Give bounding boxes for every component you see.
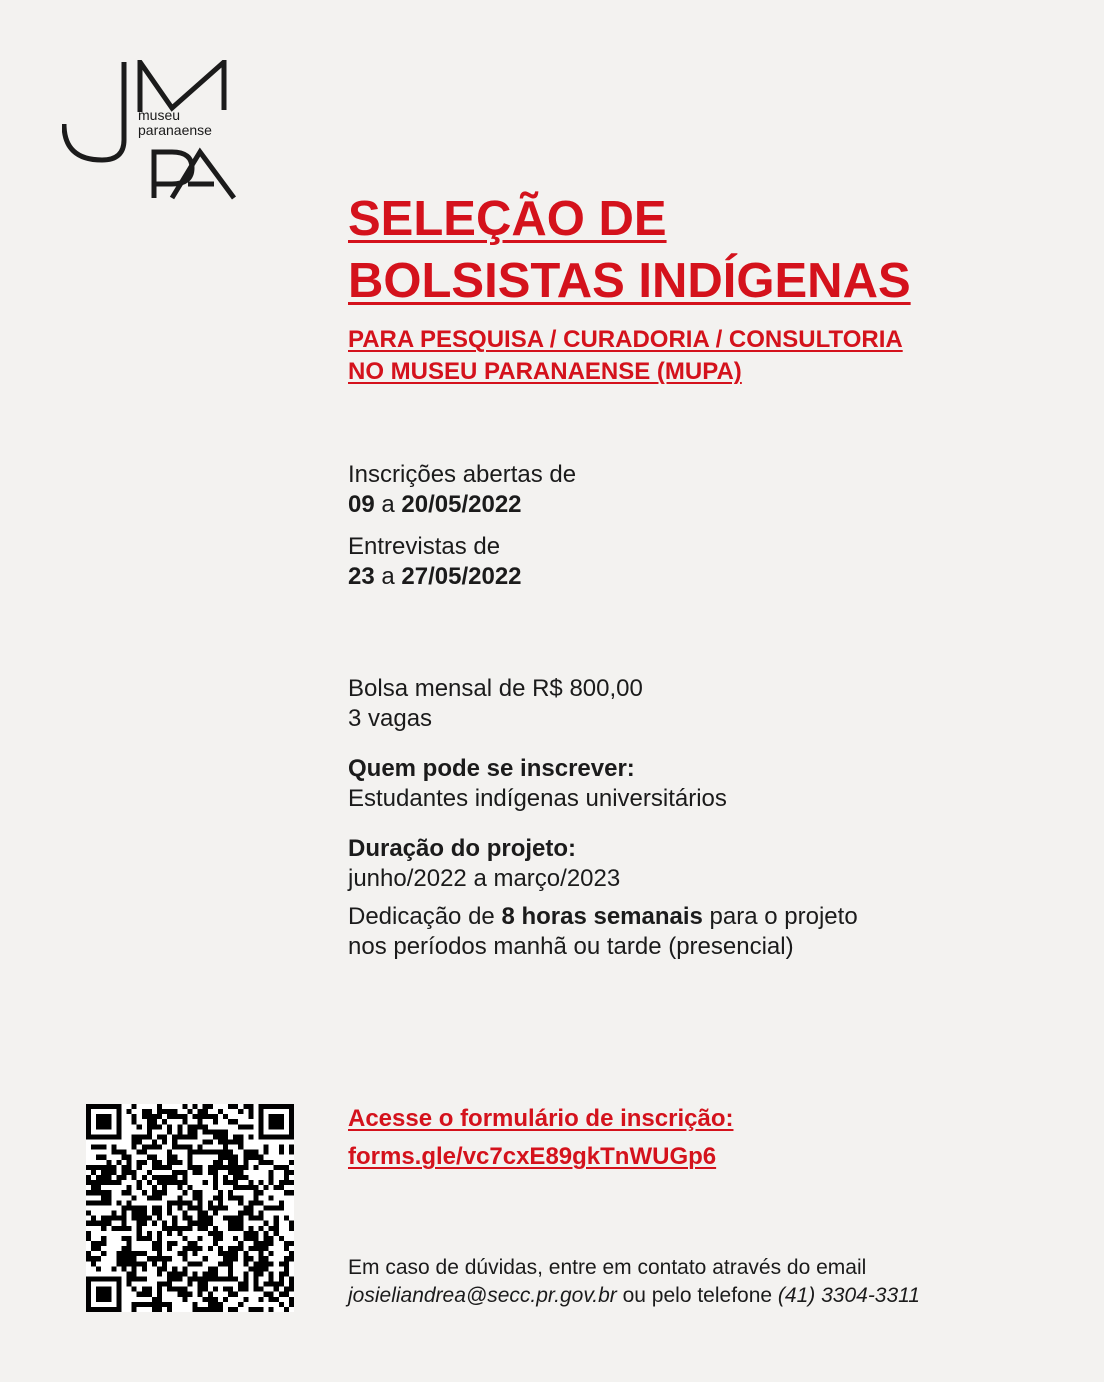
logo-line-paranaense: paranaense: [138, 122, 212, 138]
contact-email-link[interactable]: josieliandrea@secc.pr.gov.br: [348, 1284, 617, 1307]
dedicacao-post: para o projeto: [702, 903, 858, 930]
duracao-label: Duração do projeto:: [348, 835, 577, 862]
entrevistas-sep: a: [374, 563, 402, 590]
contact-phone: (41) 3304-3311: [777, 1284, 920, 1307]
dedicacao-line-2: nos períodos manhã ou tarde (presencial): [348, 933, 794, 960]
dedicacao-line-1: [348, 902, 1048, 932]
contact-section: [348, 1254, 1048, 1310]
inscricoes-end: 20/05/2022: [401, 491, 522, 518]
entrevistas-start: 23: [348, 563, 375, 590]
contact-mid: ou pelo telefone: [616, 1284, 778, 1307]
dedicacao-hours: 8 horas semanais: [501, 903, 703, 930]
form-section: [348, 1100, 1048, 1176]
quem-value: Estudantes indígenas universitários: [348, 785, 727, 812]
dates-section: [348, 460, 1048, 592]
inscricoes-period: [348, 490, 1048, 520]
title-line-2: BOLSISTAS INDÍGENAS: [348, 254, 911, 308]
logo-line-museu: museu: [138, 107, 181, 123]
bolsa-text: Bolsa mensal de R$ 800,00: [348, 675, 643, 702]
dedicacao-pre: Dedicação de: [348, 903, 502, 930]
page-subtitle: [348, 324, 1048, 388]
entrevistas-label: Entrevistas de: [348, 533, 501, 560]
title-line-1: SELEÇÃO DE: [348, 192, 667, 246]
inscricoes-start: 09: [348, 491, 375, 518]
form-label: Acesse o formulário de inscrição:: [348, 1105, 734, 1132]
entrevistas-period: [348, 562, 1048, 592]
info-section: [348, 674, 1048, 962]
subtitle-line-1: PARA PESQUISA / CURADORIA / CONSULTORIA: [348, 326, 903, 353]
subtitle-line-2: NO MUSEU PARANAENSE (MUPA): [348, 358, 742, 385]
inscricoes-sep: a: [374, 491, 402, 518]
form-url-link[interactable]: forms.gle/vc7cxE89gkTnWUGp6: [348, 1143, 717, 1170]
logo-wordmark: [138, 108, 212, 138]
qr-code-icon: [86, 1104, 294, 1312]
quem-label: Quem pode se inscrever:: [348, 755, 635, 782]
duracao-value: junho/2022 a março/2023: [348, 865, 621, 892]
contact-line-2: [348, 1282, 1048, 1310]
page-title: [348, 188, 1048, 312]
inscricoes-label: Inscrições abertas de: [348, 461, 577, 488]
entrevistas-end: 27/05/2022: [401, 563, 522, 590]
contact-line-1: Em caso de dúvidas, entre em contato através do email: [348, 1256, 867, 1279]
vagas-text: 3 vagas: [348, 705, 433, 732]
header: [348, 188, 1048, 388]
